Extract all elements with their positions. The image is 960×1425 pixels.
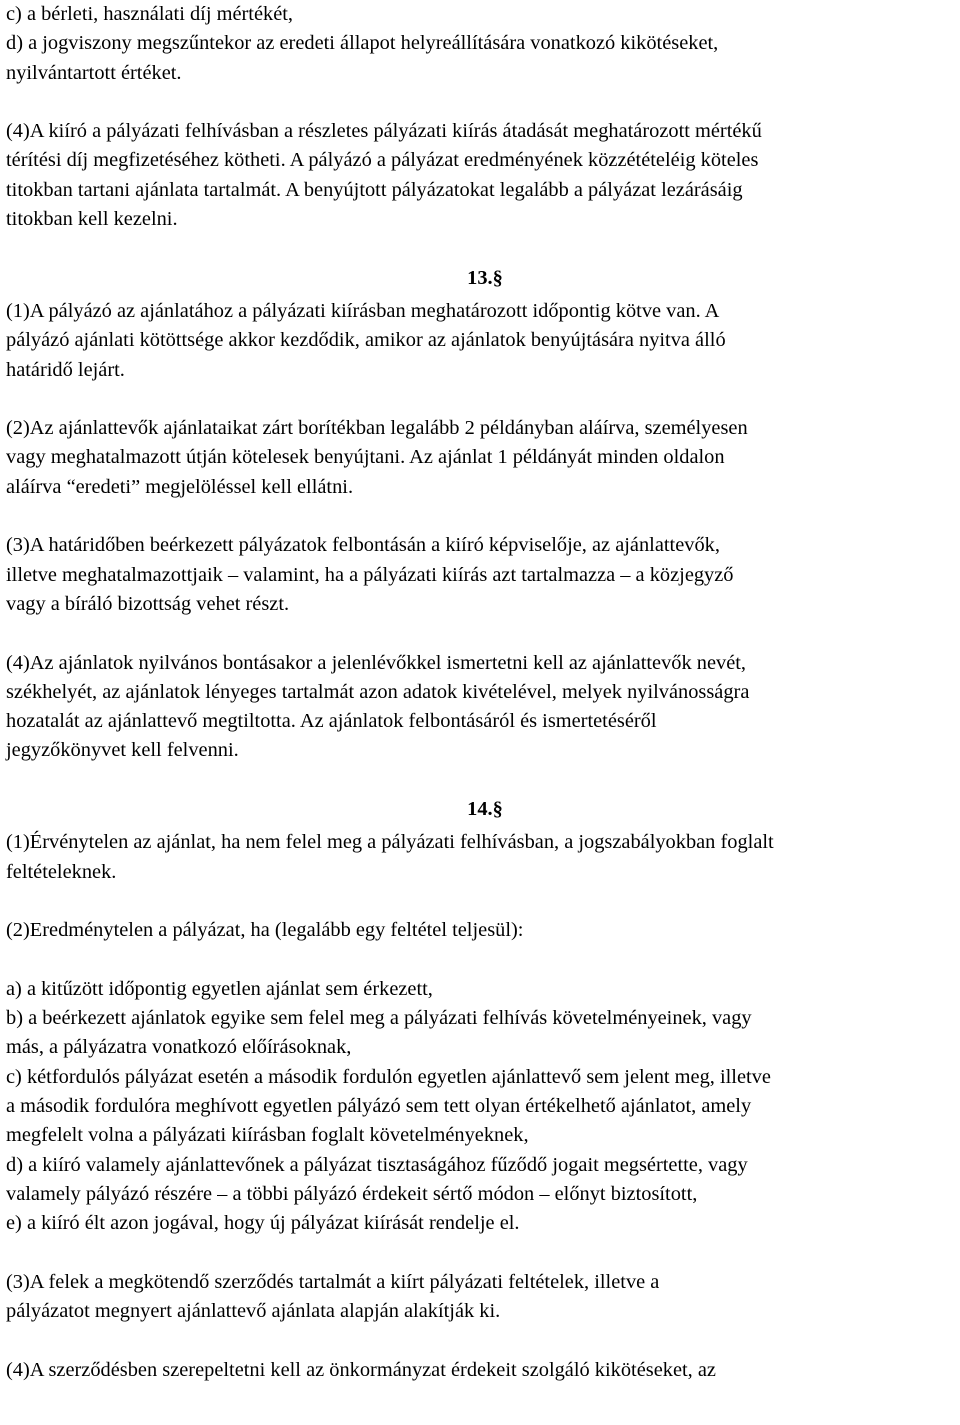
text-line: feltételeknek. (6, 860, 117, 883)
section-heading-13: 13.§ (467, 266, 503, 289)
paragraph-spacer (6, 88, 956, 117)
list-item: megfelelt volna a pályázati kiírásban foglalt követelményeknek, (6, 1124, 529, 1147)
paragraph-spacer (6, 887, 956, 916)
paragraph-13-1 (6, 297, 956, 385)
paragraph-lease-terms (6, 0, 956, 88)
text-line: hozatalát az ajánlattevő megtiltotta. Az ajánlatok felbontásáról és ismertetéséről (6, 710, 657, 733)
paragraph-spacer (6, 502, 956, 531)
text-line: vagy meghatalmazott útján kötelesek benyújtani. Az ajánlat 1 példányát minden oldalon (6, 446, 725, 469)
paragraph-12-4 (6, 117, 956, 234)
text-line: határidő lejárt. (6, 358, 125, 381)
document-page (6, 0, 956, 1385)
paragraph-13-2 (6, 414, 956, 502)
text-line: (2)Az ajánlattevők ajánlataikat zárt borítékban legalább 2 példányban aláírva, személyesen (6, 417, 748, 440)
list-item: a) a kitűzött időpontig egyetlen ajánlat sem érkezett, (6, 977, 433, 1000)
text-line: d) a jogviszony megszűntekor az eredeti állapot helyreállítására vonatkozó kikötéseket, (6, 32, 719, 55)
list-item: valamely pályázó részére – a többi pályázó érdekeit sértő módon – előnyt biztosított, (6, 1182, 698, 1205)
text-line: titokban kell kezelni. (6, 208, 178, 231)
paragraph-spacer (6, 234, 956, 263)
text-line: pályázó ajánlati kötöttsége akkor kezdődik, amikor az ajánlatok benyújtására nyitva álló (6, 329, 726, 352)
text-line: aláírva “eredeti” megjelöléssel kell ellátni. (6, 475, 354, 498)
text-line: nyilvántartott értéket. (6, 61, 182, 84)
paragraph-spacer (6, 766, 956, 795)
list-item: más, a pályázatra vonatkozó előírásoknak, (6, 1036, 352, 1059)
list-item: d) a kiíró valamely ajánlattevőnek a pályázat tisztaságához fűződő jogait megsértette, vagy (6, 1153, 748, 1176)
text-line: jegyzőkönyvet kell felvenni. (6, 739, 239, 762)
paragraph-spacer (6, 619, 956, 648)
text-line: (4)A szerződésben szerepeltetni kell az önkormányzat érdekeit szolgáló kikötéseket, az (6, 1358, 716, 1381)
paragraph-14-3 (6, 1268, 956, 1327)
text-line: térítési díj megfizetéséhez kötheti. A pályázó a pályázat eredményének közzétételéig köteles (6, 149, 759, 172)
text-line: (4)A kiíró a pályázati felhívásban a részletes pályázati kiírás átadását meghatározott mértékű (6, 120, 762, 143)
text-line: titokban tartani ajánlata tartalmát. A benyújtott pályázatokat legalább a pályázat lezárásáig (6, 178, 743, 201)
text-line: (2)Eredménytelen a pályázat, ha (legalább egy feltétel teljesül): (6, 919, 524, 942)
paragraph-13-3 (6, 531, 956, 619)
paragraph-spacer (6, 385, 956, 414)
list-item: b) a beérkezett ajánlatok egyike sem felel meg a pályázati felhívás követelményeinek, vagy (6, 1007, 752, 1030)
paragraph-spacer (6, 1238, 956, 1267)
paragraph-14-1 (6, 828, 956, 887)
text-line: székhelyét, az ajánlatok lényeges tartalmát azon adatok kivételével, melyek nyilvánosságra (6, 680, 750, 703)
list-item: e) a kiíró élt azon jogával, hogy új pályázat kiírását rendelje el. (6, 1212, 520, 1235)
text-line: (4)Az ajánlatok nyilvános bontásakor a jelenlévőkkel ismertetni kell az ajánlattevők nevét, (6, 651, 747, 674)
text-line: vagy a bíráló bizottság vehet részt. (6, 592, 290, 615)
text-line: (1)A pályázó az ajánlatához a pályázati kiírásban meghatározott időpontig kötve van. A (6, 299, 720, 322)
paragraph-spacer (6, 1326, 956, 1355)
text-line: pályázatot megnyert ajánlattevő ajánlata alapján alakítják ki. (6, 1300, 501, 1323)
list-item: a második fordulóra meghívott egyetlen pályázó sem tett olyan értékelhető ajánlatot, amely (6, 1094, 752, 1117)
section-heading-14: 14.§ (467, 798, 503, 821)
list-item: c) kétfordulós pályázat esetén a második fordulón egyetlen ajánlattevő sem jelent meg, illetve (6, 1065, 771, 1088)
text-line: (3)A határidőben beérkezett pályázatok felbontásán a kiíró képviselője, az ajánlattevők, (6, 534, 720, 557)
text-line: c) a bérleti, használati díj mértékét, (6, 3, 294, 25)
text-line: (1)Érvénytelen az ajánlat, ha nem felel meg a pályázati felhívásban, a jogszabályokban foglalt (6, 831, 774, 854)
paragraph-14-2-list (6, 975, 956, 1239)
paragraph-14-2 (6, 916, 956, 945)
text-line: illetve meghatalmazottjaik – valamint, ha a pályázati kiírás azt tartalmazza – a közjegyző (6, 563, 734, 586)
paragraph-spacer (6, 946, 956, 975)
paragraph-13-4 (6, 649, 956, 766)
paragraph-14-4 (6, 1356, 956, 1385)
text-line: (3)A felek a megkötendő szerződés tartalmát a kiírt pályázati feltételek, illetve a (6, 1270, 660, 1293)
